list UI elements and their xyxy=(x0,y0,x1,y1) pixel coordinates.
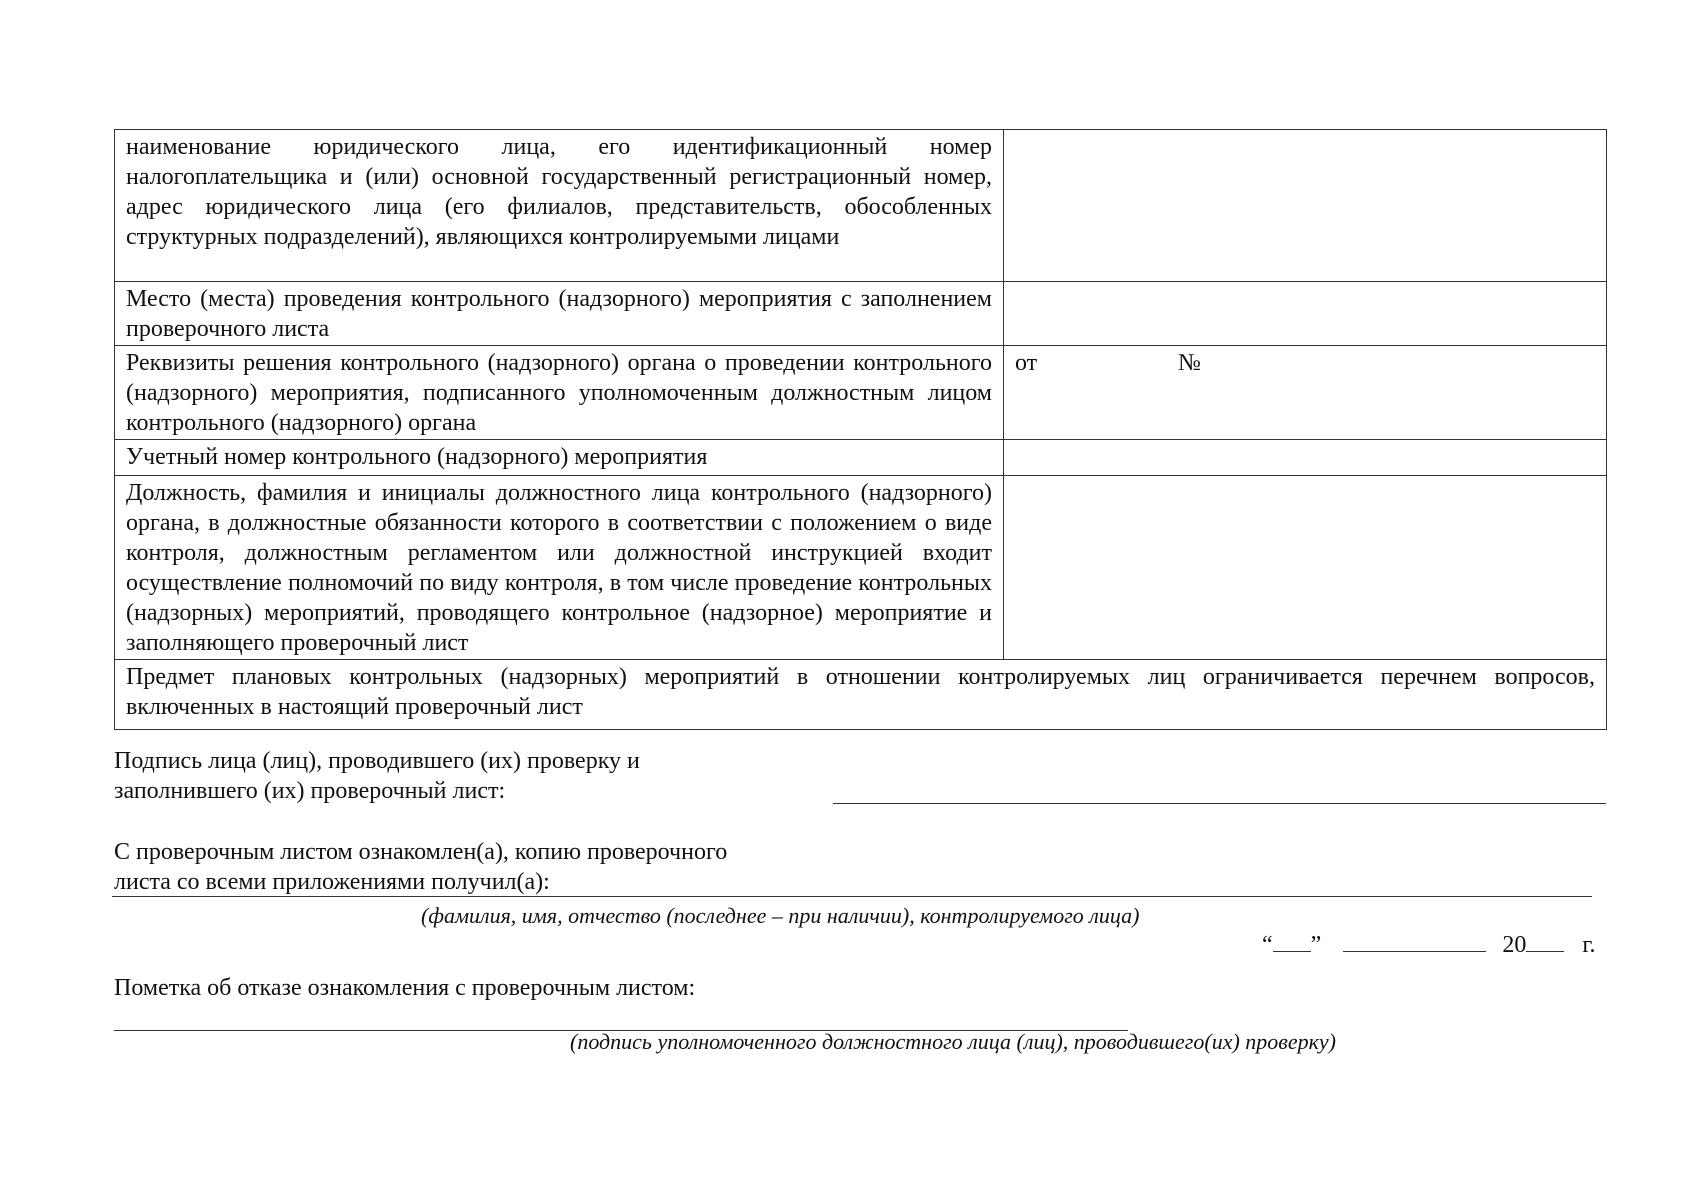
table-row xyxy=(115,440,1607,476)
registration-number-label: Учетный номер контрольного (надзорного) мероприятия xyxy=(115,440,1004,476)
acknowledgement-label-line2: листа со всеми приложениями получил(а): xyxy=(114,869,550,895)
acknowledgement-label xyxy=(114,837,727,897)
signature-label-line1: Подпись лица (лиц), проводившего (их) проверку и xyxy=(114,748,640,774)
official-info-label: Должность, фамилия и инициалы должностного лица контрольного (надзорного) органа, в должностные обязанности которого в соответствии с положением о виде контроля, должностным регламентом или должностной инструкцией входит осуществление полномочий по виду контроля, в том числе проведение контрольных (надзорных) мероприятий, проводящего контрольное (надзорное) мероприятие и заполняющего проверочный лист xyxy=(115,476,1004,660)
signature-label-line2: заполнившего (их) проверочный лист: xyxy=(114,778,506,804)
official-info-value[interactable] xyxy=(1004,476,1607,660)
decision-details-value[interactable] xyxy=(1004,346,1607,440)
year-prefix: 20 xyxy=(1502,932,1527,958)
refusal-label: Пометка об отказе ознакомления с проверочным листом: xyxy=(114,975,696,1001)
registration-number-value[interactable] xyxy=(1004,440,1607,476)
legal-entity-value[interactable] xyxy=(1004,130,1607,282)
legal-entity-label: наименование юридического лица, его идентификационный номер налогоплательщика и (или) основной государственный регистрационный номер, адрес юридического лица (его филиалов, представительств, обособленных структурных подразделений), являющихся контролируемыми лицами xyxy=(115,130,1004,282)
table-row xyxy=(115,476,1607,660)
year-blank[interactable] xyxy=(1526,929,1564,952)
year-suffix: г. xyxy=(1582,932,1596,958)
table-row xyxy=(115,660,1607,730)
signature-label xyxy=(114,746,640,806)
acknowledgement-line[interactable] xyxy=(112,896,1592,897)
inspection-place-label: Место (места) проведения контрольного (надзорного) мероприятия с заполнением проверочного листа xyxy=(115,282,1004,346)
inspection-subject-text: Предмет плановых контрольных (надзорных) мероприятий в отношении контролируемых лиц ограничивается перечнем вопросов, включенных в настоящий проверочный лист xyxy=(115,660,1607,730)
acknowledgement-caption: (фамилия, имя, отчество (последнее – при наличии), контролируемого лица) xyxy=(421,903,1140,928)
inspection-place-value[interactable] xyxy=(1004,282,1607,346)
decision-details-label: Реквизиты решения контрольного (надзорного) органа о проведении контрольного (надзорного) мероприятия, подписанного уполномоченным должностным лицом контрольного (надзорного) органа xyxy=(115,346,1004,440)
refusal-caption: (подпись уполномоченного должностного лица (лиц), проводившего(их) проверку) xyxy=(570,1029,1336,1054)
date-open-quote: “ xyxy=(1262,932,1273,958)
table-row xyxy=(115,346,1607,440)
decision-date-prefix: от xyxy=(1015,350,1038,376)
day-blank[interactable] xyxy=(1273,929,1311,952)
month-blank[interactable] xyxy=(1343,929,1486,952)
table-row xyxy=(115,130,1607,282)
date-close-quote: ” xyxy=(1310,932,1322,958)
table-row xyxy=(115,282,1607,346)
signature-line[interactable] xyxy=(833,803,1606,804)
acknowledgement-label-line1: С проверочным листом ознакомлен(а), копию проверочного xyxy=(114,839,728,865)
date-field[interactable] xyxy=(1262,929,1595,960)
checklist-details-table xyxy=(114,129,1607,730)
decision-number-sign: № xyxy=(1178,350,1201,376)
